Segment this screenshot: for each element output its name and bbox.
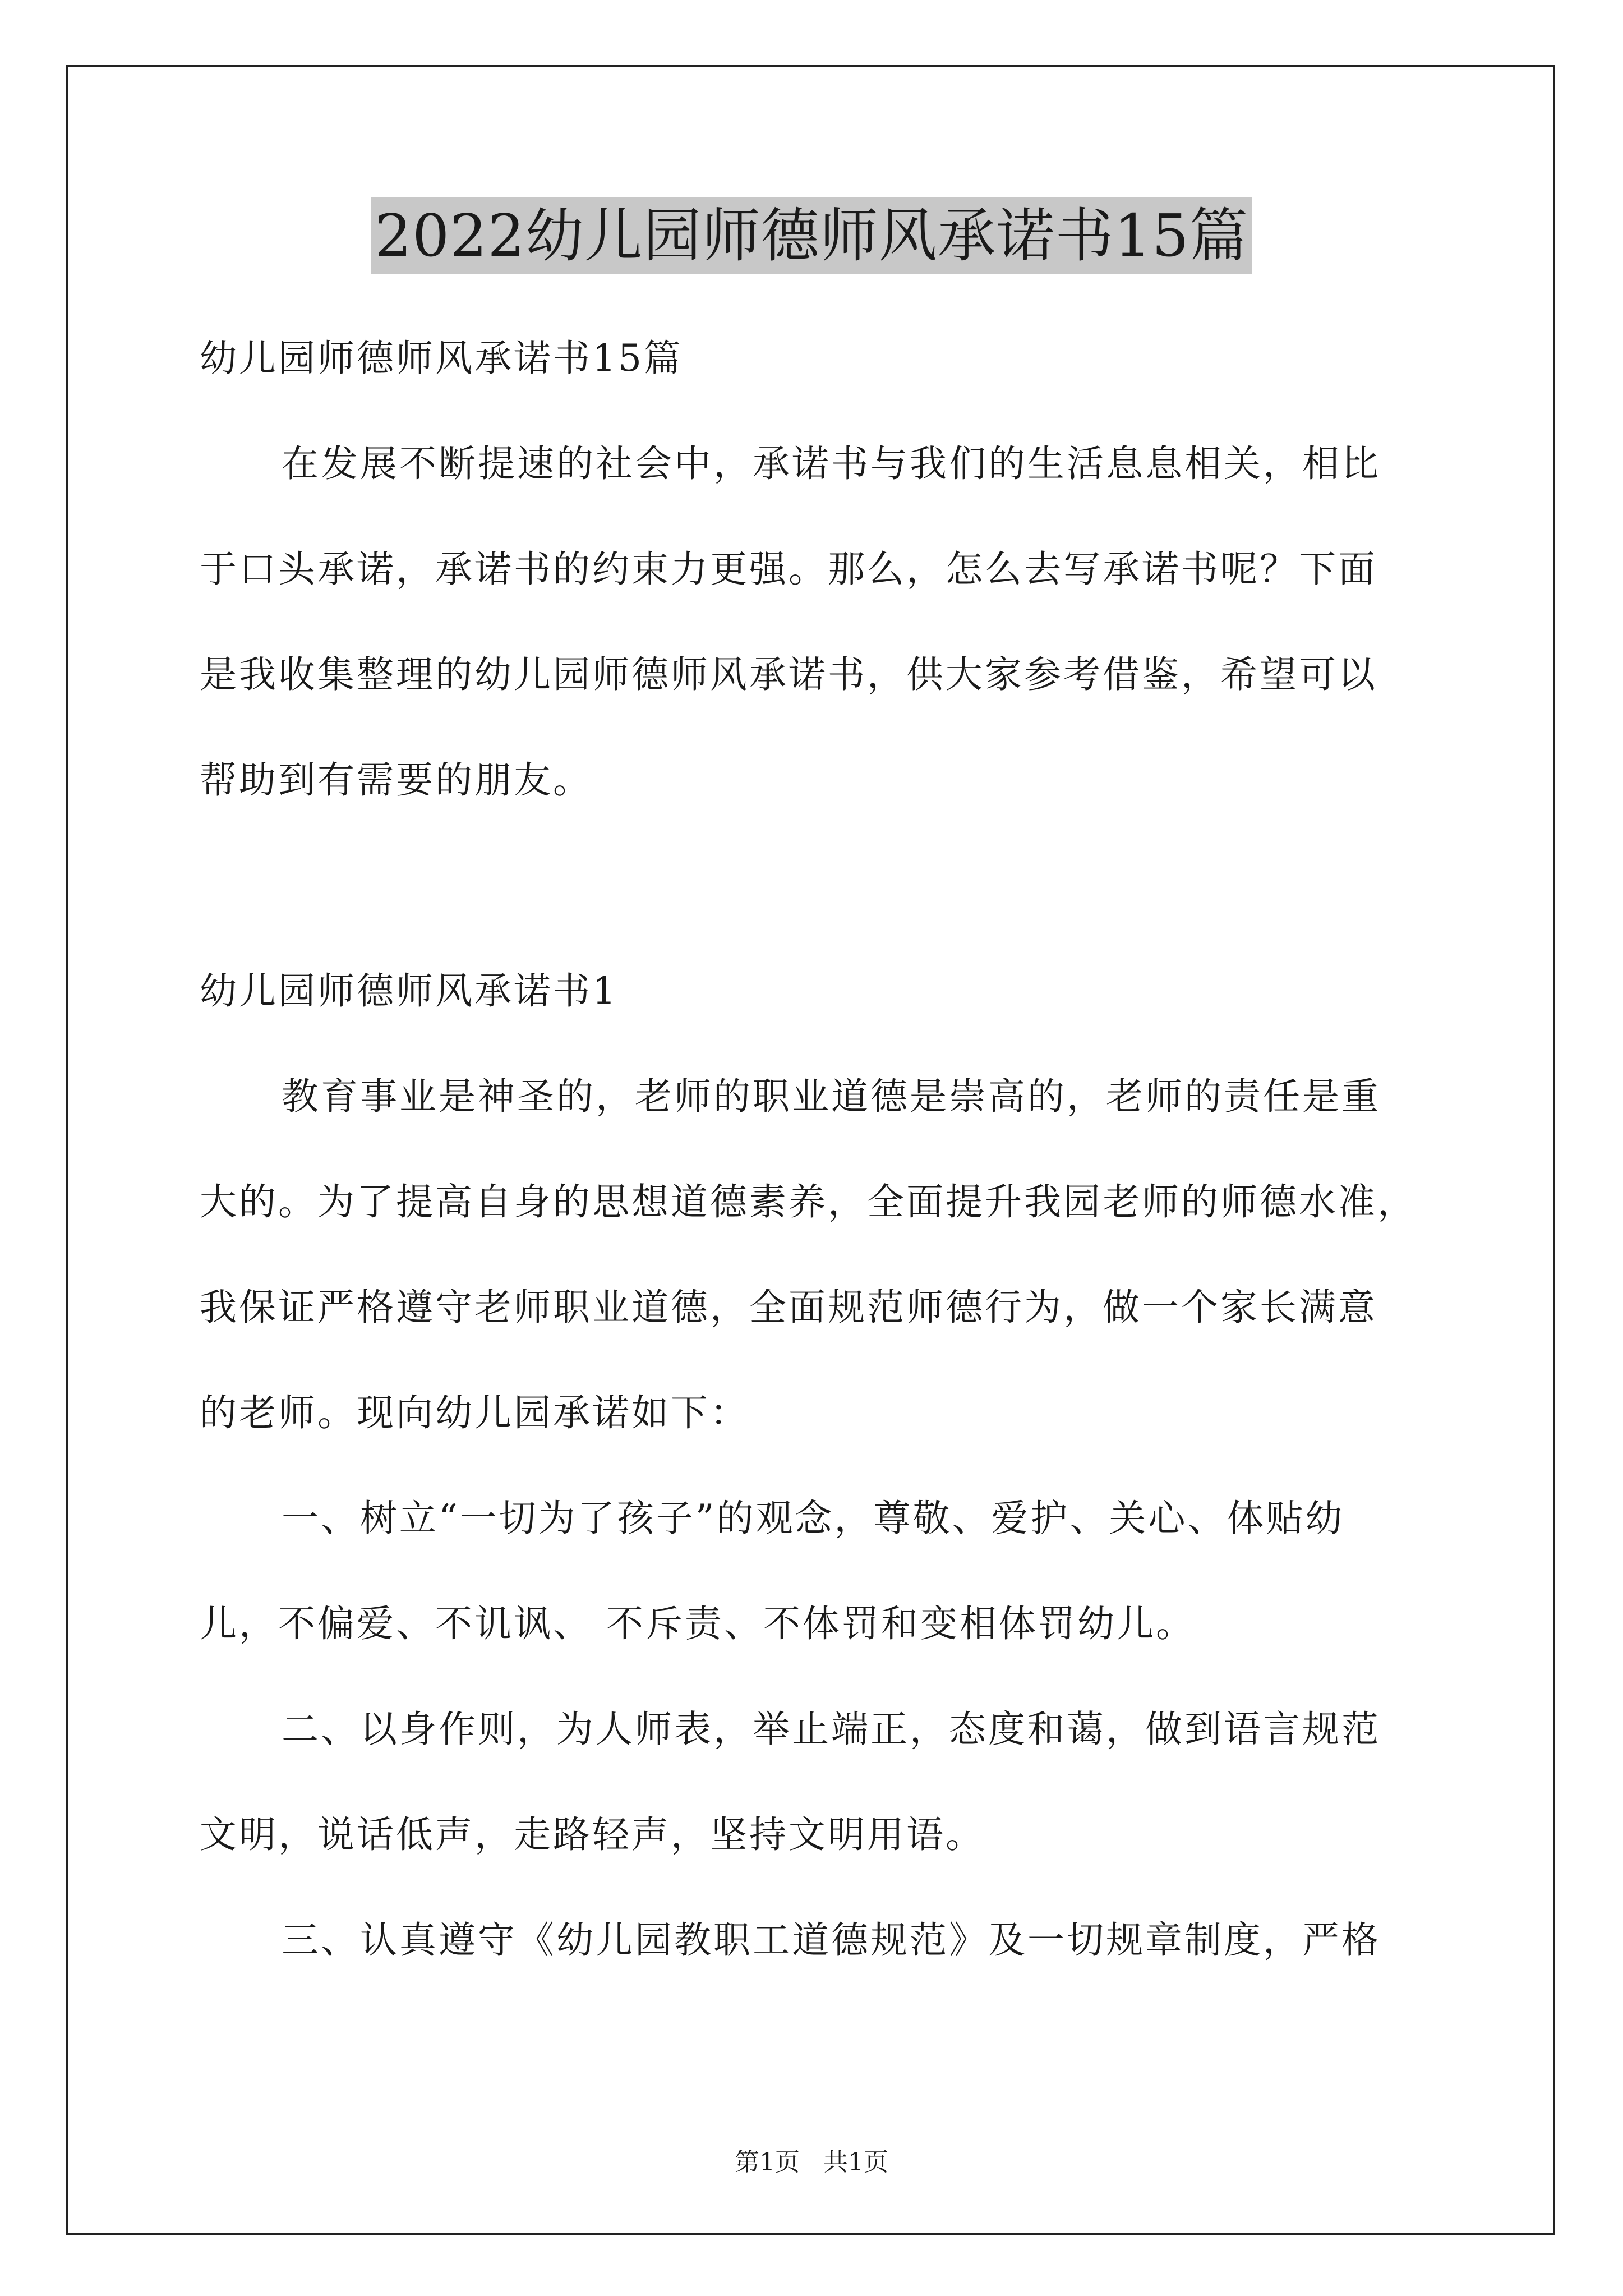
paragraph-line: 是我收集整理的幼儿园师德师风承诺书，供大家参考借鉴，希望可以 xyxy=(200,653,1377,696)
blank-line xyxy=(200,833,1433,938)
title-container xyxy=(0,197,1623,274)
paragraph-line: 教育事业是神圣的，老师的职业道德是崇高的，老师的责任是重 xyxy=(282,1075,1381,1118)
paragraph-line: 的老师。现向幼儿园承诺如下： xyxy=(200,1391,749,1434)
paragraph-line: 幼儿园师德师风承诺书15篇 xyxy=(200,337,683,380)
paragraph-line: 我保证严格遵守老师职业道德，全面规范师德行为，做一个家长满意 xyxy=(200,1286,1377,1329)
paragraph-line: 幼儿园师德师风承诺书1 xyxy=(200,969,618,1013)
document-title: 2022幼儿园师德师风承诺书15篇 xyxy=(371,197,1252,274)
document-body xyxy=(200,306,1433,1993)
paragraph-line: 二、以身作则，为人师表，举止端正，态度和蔼，做到语言规范 xyxy=(282,1708,1381,1751)
paragraph-line: 大的。为了提高自身的思想道德素养，全面提升我园老师的师德水准， xyxy=(200,1180,1417,1223)
paragraph-line: 文明，说话低声，走路轻声，坚持文明用语。 xyxy=(200,1813,985,1856)
paragraph-line: 儿，不偏爱、不讥讽、 不斥责、不体罚和变相体罚幼儿。 xyxy=(200,1602,1195,1645)
paragraph-line: 帮助到有需要的朋友。 xyxy=(200,758,592,802)
paragraph-line: 一、树立“一切为了孩子”的观念，尊敬、爱护、关心、体贴幼 xyxy=(282,1497,1345,1540)
paragraph-line: 在发展不断提速的社会中，承诺书与我们的生活息息相关，相比 xyxy=(282,442,1381,485)
paragraph-line: 于口头承诺，承诺书的约束力更强。那么，怎么去写承诺书呢？下面 xyxy=(200,547,1377,591)
page-footer: 第1页 共1页 xyxy=(735,2148,888,2177)
paragraph-line: 三、认真遵守《幼儿园教职工道德规范》及一切规章制度，严格 xyxy=(282,1918,1381,1962)
